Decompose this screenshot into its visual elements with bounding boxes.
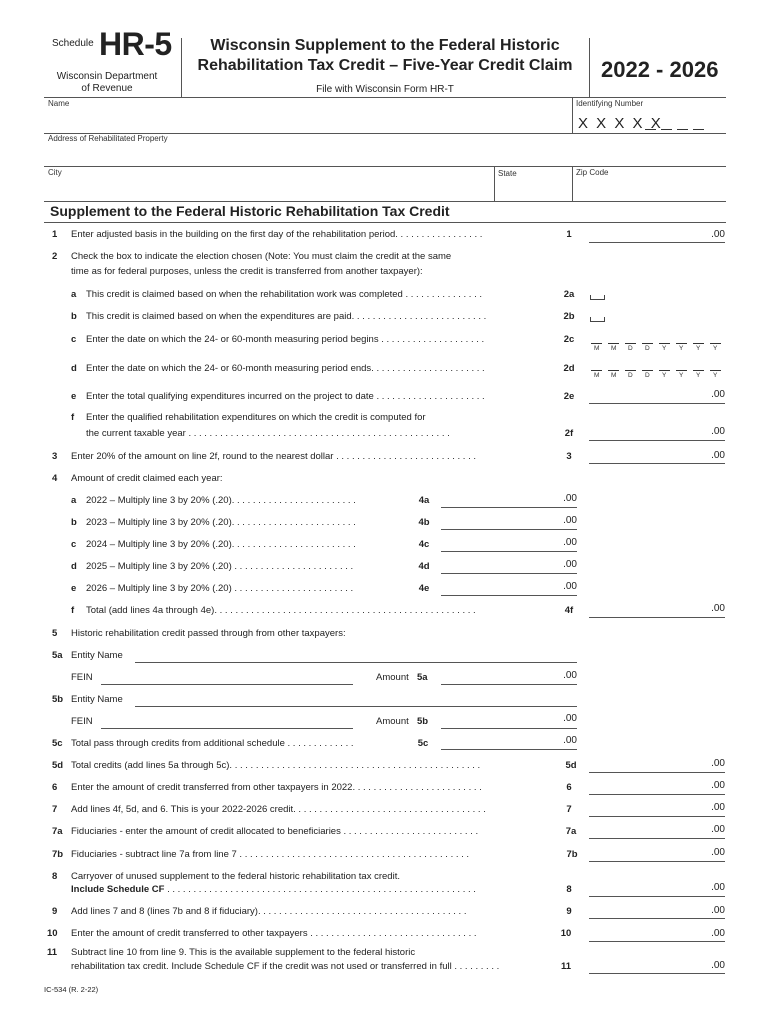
line-7-text: Add lines 4f, 5d, and 6. This is your 2022-2026 credit. . . . . . . . . . . . . . . . . . . . . . . . . . . . . . . . . . . . .: [71, 804, 486, 815]
line-6-cents: .00: [711, 780, 725, 791]
line-9-cents: .00: [711, 905, 725, 916]
line-7-ref: 7: [566, 804, 572, 815]
line-11-ref: 11: [560, 961, 572, 972]
date-cell-y: Y: [713, 345, 718, 352]
line-6-text: Enter the amount of credit transferred from other taxpayers in 2022. . . . . . . . . . . . . . . . . . . . . . . . .: [71, 782, 482, 793]
line-4b-cents: .00: [563, 515, 577, 526]
line-5d-number: 5d: [52, 760, 64, 771]
line-4b-ref: 4b: [418, 517, 430, 528]
line-7b-ref: 7b: [566, 849, 578, 860]
line-4-text: Amount of credit claimed each year:: [71, 473, 223, 484]
form-id: IC-534 (R. 2-22): [44, 985, 99, 994]
line-6-input[interactable]: [589, 794, 725, 795]
line-5c-cents: .00: [563, 735, 577, 746]
city-label: City: [48, 168, 62, 177]
line-5b-entity-input[interactable]: [135, 706, 577, 707]
line-2b-ref: 2b: [563, 311, 575, 322]
date-cell-d: D: [628, 372, 633, 379]
line-7a-cents: .00: [711, 824, 725, 835]
line-5a-amount-input[interactable]: [441, 684, 577, 685]
date-cell-m: M: [594, 372, 600, 379]
line-4a-text: 2022 – Multiply line 3 by 20% (.20). . . . . . . . . . . . . . . . . . . . . . . .: [86, 495, 356, 506]
line-10-input[interactable]: [589, 941, 725, 942]
line-5a-ref: 5a: [417, 672, 428, 683]
line-5a-entity-label: Entity Name: [71, 650, 123, 661]
line-2b-letter: b: [71, 311, 77, 322]
identifying-number-value[interactable]: X X X X X: [578, 115, 663, 132]
line-5c-ref: 5c: [417, 738, 429, 749]
line-2f-input[interactable]: [589, 440, 725, 441]
line-2f-ref: 2f: [564, 428, 574, 439]
line-2-number: 2: [52, 251, 58, 262]
line-5d-input[interactable]: [589, 772, 725, 773]
line-2d-text: Enter the date on which the 24- or 60-month measuring period ends. . . . . . . . . . . . . . . . . . . . . .: [86, 363, 485, 374]
line-4e-letter: e: [71, 583, 77, 594]
line-8-text: Carryover of unused supplement to the federal historic rehabilitation tax credit.: [71, 871, 400, 882]
identifying-number-label: Identifying Number: [576, 99, 644, 108]
form-title: Wisconsin Supplement to the Federal Historic Rehabilitation Tax Credit – Five-Year Credit Claim: [197, 37, 573, 74]
line-4c-ref: 4c: [418, 539, 430, 550]
line-9-ref: 9: [566, 906, 572, 917]
date-cell-m: M: [611, 372, 617, 379]
line-2b-text: This credit is claimed based on when the expenditures are paid. . . . . . . . . . . . . . . . . . . . . . . . . .: [86, 311, 487, 322]
line-4e-cents: .00: [563, 581, 577, 592]
line-3-input[interactable]: [589, 463, 725, 464]
line-5a-fein-input[interactable]: [101, 684, 353, 685]
line-4d-cents: .00: [563, 559, 577, 570]
line-2c-ref: 2c: [563, 334, 575, 345]
schedule-word: Schedule: [52, 38, 94, 49]
line-4f-ref: 4f: [564, 605, 574, 616]
line-4b-input[interactable]: [441, 529, 577, 530]
line-3-text: Enter 20% of the amount on line 2f, round to the nearest dollar . . . . . . . . . . . . . . . . . . . . . . . . . . .: [71, 451, 477, 462]
line-5d-ref: 5d: [565, 760, 577, 771]
line-5b-entity-label: Entity Name: [71, 694, 123, 705]
line-11-number: 11: [47, 947, 58, 958]
line-4b-text: 2023 – Multiply line 3 by 20% (.20). . . . . . . . . . . . . . . . . . . . . . . .: [86, 517, 356, 528]
line-10-cents: .00: [711, 928, 725, 939]
department-name: Wisconsin Department of Revenue: [56, 71, 158, 94]
date-cell-d: D: [628, 345, 633, 352]
line-5c-number: 5c: [52, 738, 63, 749]
line-5c-text: Total pass through credits from additional schedule . . . . . . . . . . . . .: [71, 738, 354, 749]
date-cell-y: Y: [662, 372, 667, 379]
line-4a-ref: 4a: [418, 495, 430, 506]
line-5a-entity-input[interactable]: [135, 662, 577, 663]
line-8-text-cont: Include Schedule CF . . . . . . . . . . . . . . . . . . . . . . . . . . . . . . . . . . . . . . . . . . . . . . . . . . . . . . . . . . .: [71, 884, 476, 895]
date-cell-y: Y: [679, 345, 684, 352]
line-7b-input[interactable]: [589, 861, 725, 862]
line-8-number: 8: [52, 871, 58, 882]
line-5d-cents: .00: [711, 758, 725, 769]
line-5b-cents: .00: [563, 713, 577, 724]
state-label: State: [498, 169, 517, 178]
line-8-cents: .00: [711, 882, 725, 893]
address-label: Address of Rehabilitated Property: [48, 134, 168, 143]
address-field[interactable]: [48, 146, 718, 164]
line-2f-cents: .00: [711, 426, 725, 437]
line-1-number: 1: [52, 229, 58, 240]
line-11-text: Subtract line 10 from line 9. This is the available supplement to the federal historic: [71, 947, 416, 958]
line-2f-letter: f: [71, 412, 75, 423]
line-7b-cents: .00: [711, 847, 725, 858]
line-4c-text: 2024 – Multiply line 3 by 20% (.20). . . . . . . . . . . . . . . . . . . . . . . .: [86, 539, 356, 550]
city-field[interactable]: [48, 180, 488, 198]
line-5a-cents: .00: [563, 670, 577, 681]
line-4c-cents: .00: [563, 537, 577, 548]
line-1-ref: 1: [566, 229, 572, 240]
line-7-input[interactable]: [589, 816, 725, 817]
line-7b-number: 7b: [52, 849, 64, 860]
line-2a-checkbox[interactable]: [590, 295, 605, 300]
line-2e-ref: 2e: [563, 391, 575, 402]
line-10-text: Enter the amount of credit transferred to other taxpayers . . . . . . . . . . . . . . . . . . . . . . . . . . . . . . . .: [71, 928, 477, 939]
date-cell-d: D: [645, 372, 650, 379]
line-2-text: Check the box to indicate the election chosen (Note: You must claim the credit at the same: [71, 251, 452, 262]
line-2c-text: Enter the date on which the 24- or 60-month measuring period begins . . . . . . . . . . . . . . . . . . . .: [86, 334, 485, 345]
line-5b-fein-input[interactable]: [101, 728, 353, 729]
date-cell-y: Y: [679, 372, 684, 379]
schedule-code: HR-5: [99, 26, 172, 62]
line-2b-checkbox[interactable]: [590, 317, 605, 322]
line-4a-input[interactable]: [441, 507, 577, 508]
line-4a-letter: a: [71, 495, 77, 506]
date-cell-m: M: [594, 345, 600, 352]
date-cell-y: Y: [696, 372, 701, 379]
name-field[interactable]: [48, 110, 568, 132]
line-5b-fein-label: FEIN: [71, 716, 93, 727]
line-2a-text: This credit is claimed based on when the rehabilitation work was completed . . . . . . . . . . . . . . .: [86, 289, 483, 300]
line-3-ref: 3: [566, 451, 572, 462]
line-9-input[interactable]: [589, 918, 725, 919]
line-7a-text: Fiduciaries - enter the amount of credit allocated to beneficiaries . . . . . . . . . . . . . . . . . . . . . . . . . .: [71, 826, 479, 837]
line-4b-letter: b: [71, 517, 77, 528]
line-4d-letter: d: [71, 561, 77, 572]
line-2f-text: Enter the qualified rehabilitation expenditures on which the credit is computed for: [86, 412, 426, 423]
line-6-number: 6: [52, 782, 58, 793]
date-cell-m: M: [611, 345, 617, 352]
date-cell-d: D: [645, 345, 650, 352]
line-2e-letter: e: [71, 391, 77, 402]
name-label: Name: [48, 99, 70, 108]
line-4c-input[interactable]: [441, 551, 577, 552]
line-6-ref: 6: [566, 782, 572, 793]
line-4d-input[interactable]: [441, 573, 577, 574]
tax-years: 2022 - 2026: [601, 57, 719, 82]
line-3-cents: .00: [711, 450, 725, 461]
state-field[interactable]: [498, 180, 568, 198]
line-9-number: 9: [52, 906, 58, 917]
line-4e-ref: 4e: [418, 583, 430, 594]
line-2e-text: Enter the total qualifying expenditures incurred on the project to date . . . . . . . . . . . . . . . . . . . . .: [86, 391, 485, 402]
line-5-text: Historic rehabilitation credit passed through from other taxpayers:: [71, 628, 346, 639]
line-5b-number: 5b: [52, 694, 64, 705]
line-4f-text: Total (add lines 4a through 4e). . . . . . . . . . . . . . . . . . . . . . . . . . . . . . . . . . . . . . . . . . . . . . . . . .: [86, 605, 476, 616]
line-5b-amount-input[interactable]: [441, 728, 577, 729]
line-9-text: Add lines 7 and 8 (lines 7b and 8 if fiduciary). . . . . . . . . . . . . . . . . . . . . . . . . . . . . . . . . . . . . . . .: [71, 906, 467, 917]
line-11-text-cont: rehabilitation tax credit. Include Schedule CF if the credit was not used or transferred in full . . . . . . . . .: [71, 961, 500, 972]
line-2e-input[interactable]: [589, 403, 725, 404]
line-1-text: Enter adjusted basis in the building on the first day of the rehabilitation period. . . . . . . . . . . . . . . . .: [71, 229, 483, 240]
line-4f-cents: .00: [711, 603, 725, 614]
line-2f-text-cont: the current taxable year . . . . . . . . . . . . . . . . . . . . . . . . . . . . . . . . . . . . . . . . . . . . . . . . . .: [86, 428, 450, 439]
line-2d-date-input[interactable]: [589, 363, 725, 383]
line-8-input[interactable]: [589, 896, 725, 897]
line-2d-letter: d: [71, 363, 77, 374]
line-5a-number: 5a: [52, 650, 63, 661]
line-2-text-cont: time as for federal purposes, unless the credit is transferred from another taxpayer):: [71, 266, 423, 277]
date-cell-y: Y: [713, 372, 718, 379]
section-title: Supplement to the Federal Historic Rehabilitation Tax Credit: [50, 203, 450, 219]
line-7b-text: Fiduciaries - subtract line 7a from line 7 . . . . . . . . . . . . . . . . . . . . . . . . . . . . . . . . . . . . . . . . . . . .: [71, 849, 470, 860]
line-11-input[interactable]: [589, 973, 725, 974]
line-2e-cents: .00: [711, 389, 725, 400]
line-2d-ref: 2d: [563, 363, 575, 374]
line-5b-amount-label: Amount: [376, 716, 409, 727]
line-5a-fein-label: FEIN: [71, 672, 93, 683]
line-4a-cents: .00: [563, 493, 577, 504]
line-4c-letter: c: [71, 539, 77, 550]
line-4e-input[interactable]: [441, 595, 577, 596]
line-10-number: 10: [47, 928, 58, 939]
line-5d-text: Total credits (add lines 5a through 5c). . . . . . . . . . . . . . . . . . . . . . . . . . . . . . . . . . . . . . . . . . . . . . . .: [71, 760, 481, 771]
line-5b-ref: 5b: [417, 716, 429, 727]
line-4e-text: 2026 – Multiply line 3 by 20% (.20) . . . . . . . . . . . . . . . . . . . . . . .: [86, 583, 354, 594]
zip-field[interactable]: [576, 180, 721, 198]
line-4-number: 4: [52, 473, 58, 484]
line-2a-ref: 2a: [563, 289, 575, 300]
form-subtitle: File with Wisconsin Form HR-T: [316, 84, 454, 95]
line-2a-letter: a: [71, 289, 77, 300]
date-cell-y: Y: [662, 345, 667, 352]
line-3-number: 3: [52, 451, 58, 462]
line-4f-letter: f: [71, 605, 75, 616]
line-4d-text: 2025 – Multiply line 3 by 20% (.20) . . . . . . . . . . . . . . . . . . . . . . .: [86, 561, 354, 572]
line-5a-amount-label: Amount: [376, 672, 409, 683]
line-4d-ref: 4d: [418, 561, 430, 572]
line-2c-date-input[interactable]: [589, 336, 725, 356]
line-4f-input[interactable]: [589, 617, 725, 618]
line-8-ref: 8: [566, 884, 572, 895]
line-5-number: 5: [52, 628, 58, 639]
line-7-cents: .00: [711, 802, 725, 813]
line-7a-input[interactable]: [589, 838, 725, 839]
line-5c-input[interactable]: [441, 749, 577, 750]
line-2c-letter: c: [71, 334, 77, 345]
line-7-number: 7: [52, 804, 58, 815]
date-cell-y: Y: [696, 345, 701, 352]
zip-label: Zip Code: [576, 168, 609, 177]
line-10-ref: 10: [560, 928, 572, 939]
line-11-cents: .00: [711, 960, 725, 971]
line-7a-ref: 7a: [565, 826, 577, 837]
line-1-input[interactable]: [589, 242, 725, 243]
line-1-cents: .00: [711, 229, 725, 240]
line-7a-number: 7a: [52, 826, 63, 837]
